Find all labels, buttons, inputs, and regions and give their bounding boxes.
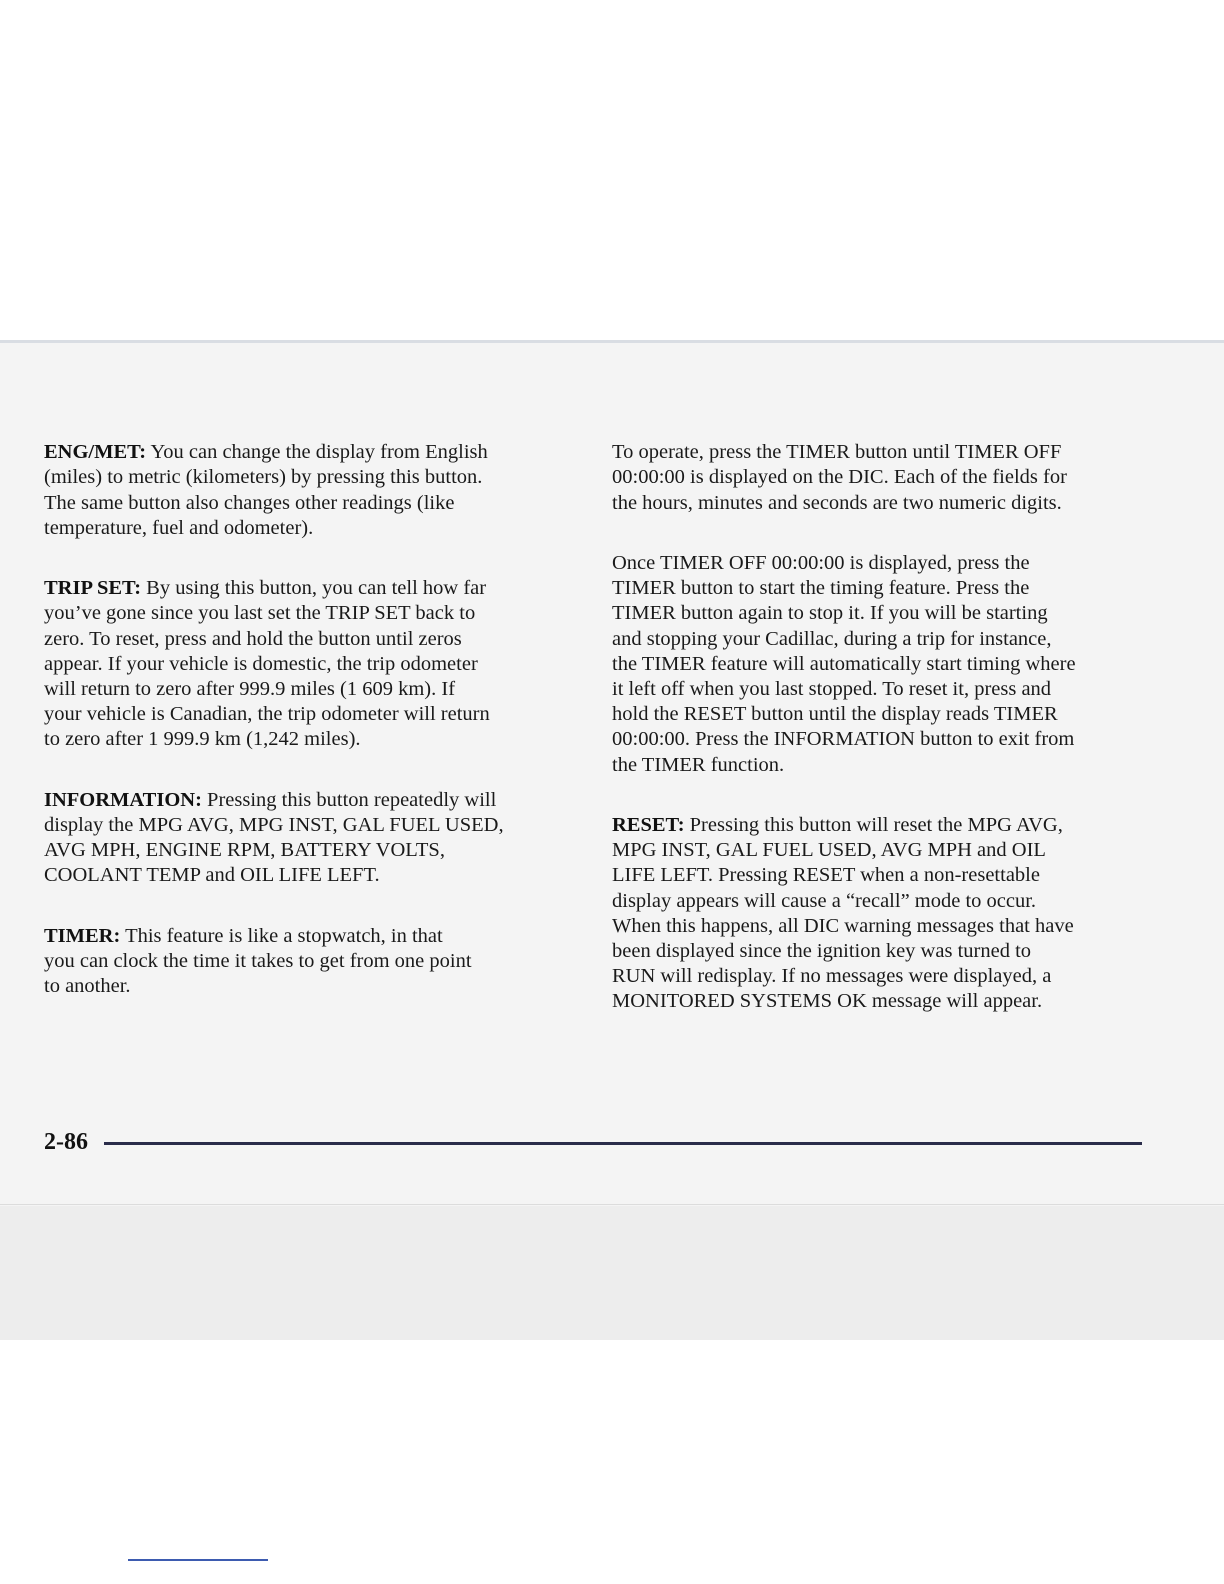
right-text-column <box>612 415 1152 1050</box>
paragraph-timer <box>44 924 574 1000</box>
footer-rule <box>104 1142 1142 1145</box>
term-reset: RESET: <box>612 814 685 837</box>
page-bottom-edge <box>0 1204 1224 1205</box>
paragraph-trip-set <box>44 576 574 752</box>
paragraph-reset <box>612 813 1152 1015</box>
term-eng-met: ENG/MET: <box>44 441 147 464</box>
page-number: 2-86 <box>44 1129 88 1155</box>
body-eng-met: You can change the display from English (miles) to metric (kilometers) by pressing this button. The same button also changes other readings (like temperature, fuel and odometer). <box>44 441 488 539</box>
bottom-link-underline <box>128 1559 268 1561</box>
body-reset: Pressing this button will reset the MPG AVG, MPG INST, GAL FUEL USED, AVG MPH and OIL LIFE LEFT. Pressing RESET when a non-resettable display appears will cause a “recall” mode to occur. When this happens, all DIC warning messages that have been displayed since the ignition key was turned to RUN will redisplay. If no messages were displayed, a MONITORED SYSTEMS OK message will appear. <box>612 814 1074 1013</box>
body-timer-start-stop: Once TIMER OFF 00:00:00 is displayed, press the TIMER button to start the timing feature. Press the TIMER button again to stop it. If you will be starting and stopping your Cadillac, during a trip for instance, the TIMER feature will automatically start timing where it left off when you last stopped. To reset it, press and hold the RESET button until the display reads TIMER 00:00:00. Press the INFORMATION button to exit from the TIMER function. <box>612 552 1076 776</box>
paragraph-eng-met <box>44 440 574 541</box>
body-timer: This feature is like a stopwatch, in that you can clock the time it takes to get from one point to another. <box>44 924 472 998</box>
term-timer: TIMER: <box>44 924 121 947</box>
page-footer <box>44 1127 1144 1161</box>
scanned-page <box>0 340 1224 1340</box>
paragraph-information <box>44 788 574 889</box>
page-bottom-margin <box>0 1206 1224 1340</box>
body-timer-operate: To operate, press the TIMER button until TIMER OFF 00:00:00 is displayed on the DIC. Each of the fields for the hours, minutes and seconds are two numeric digits. <box>612 441 1067 514</box>
page-top-edge <box>0 340 1224 343</box>
term-information: INFORMATION: <box>44 788 202 811</box>
paragraph-timer-operate <box>612 440 1152 516</box>
left-text-column <box>44 415 574 1035</box>
paragraph-timer-start-stop <box>612 551 1152 778</box>
term-trip-set: TRIP SET: <box>44 577 142 600</box>
body-trip-set: By using this button, you can tell how far you’ve gone since you last set the TRIP SET back to zero. To reset, press and hold the button until zeros appear. If your vehicle is domestic, the trip odometer will return to zero after 999.9 miles (1 609 km). If your vehicle is Canadian, the trip odometer will return to zero after 1 999.9 km (1,242 miles). <box>44 577 490 751</box>
body-information: Pressing this button repeatedly will display the MPG AVG, MPG INST, GAL FUEL USED, AVG MPH, ENGINE RPM, BATTERY VOLTS, COOLANT TEMP and OIL LIFE LEFT. <box>44 788 504 887</box>
